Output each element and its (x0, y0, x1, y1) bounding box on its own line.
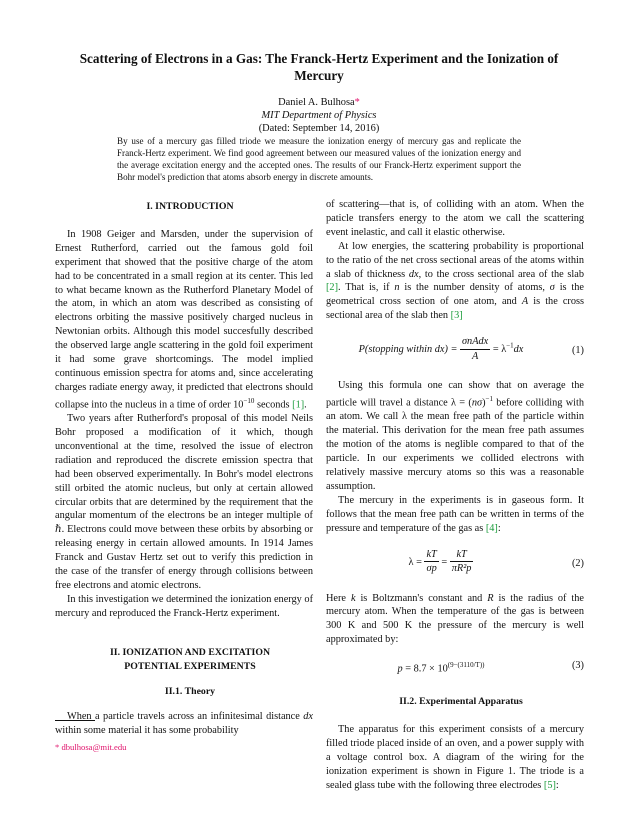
email-link[interactable]: dbulhosa@mit.edu (61, 742, 127, 752)
paragraph: In this investigation we determined the ionization energy of mercury and reproduced the Franck-Hertz experiment. (55, 593, 313, 619)
paper-title: Scattering of Electrons in a Gas: The Franck-Hertz Experiment and the Ionization of Mercury (79, 51, 559, 83)
equation-number: (2) (571, 557, 584, 569)
citation-link[interactable]: [3] (450, 310, 463, 322)
footnote-mark: * (55, 742, 60, 752)
paragraph: Using this formula one can show that on average the particle will travel a distance $\lambda = (n\sigma)^{-1}$ before colliding with an atom. We call λ the mean free path of the particle within the material. This derivation for the mean free path assumes the motion of the atoms is neglible compared to that of the particle. In our experiments we collided electrons with relatively massive mercury atoms so this was a reasonable assumption. (326, 380, 584, 492)
right-column (326, 198, 584, 793)
abstract: By use of a mercury gas filled triode we measure the ionization energy of mercury gas and replicate the Franck-Hertz experiment. We find good agreement between our measured values of the ionization energy and the average excitation energy and the accepted ones. The results of our Franck-Hertz experiment support the Bohr model's prediction that atoms absorb energy in discrete amounts. (117, 136, 521, 182)
equation-3: $p = 8.7 \times 10^{(9-(3110/T))}$ (3) (397, 660, 584, 675)
footnote-rule (55, 720, 95, 721)
citation-link[interactable]: [2] (326, 282, 339, 294)
section-heading-ionization: II. IONIZATION AND EXCITATION (109, 646, 271, 658)
paragraph: When a particle travels across an infinitesimal distance dx within some material it has some probability (55, 711, 313, 737)
paragraph: The apparatus for this experiment consists of a mercury filled triode placed inside of an oven, and a power supply with a voltage control box. A diagram of the wiring for the ionization experiment is shown in Figure 1. The triode is a sealed glass tube with the following three electrodes [5]: (326, 724, 584, 791)
author-footnote-mark[interactable]: * (354, 97, 360, 108)
citation-link[interactable]: [5] (543, 779, 556, 791)
citation-link[interactable]: [4] (485, 522, 498, 534)
section-heading-ionization-line2: POTENTIAL EXPERIMENTS (124, 660, 256, 672)
equation-number: (3) (571, 660, 584, 672)
equation-1: P(stopping within dx) = $\frac{\text{σnAdx}}{A}$ = $\lambda^{-1}dx$ (1) (358, 336, 584, 363)
subsection-heading-apparatus: II.2. Experimental Apparatus (399, 696, 523, 708)
department: MIT Department of Physics (261, 110, 377, 121)
equation-2: λ = $\frac{kT}{\sigma p}$ = $\frac{kT}{\text{πR²p}}$ (2) (408, 548, 584, 575)
paragraph: At low energies, the scattering probability is proportional to the ratio of the net cross sectional areas of the atoms within a slab of thickness dx, to the cross sectional area of the slab [2]. That is, if n is the number density of atoms, σ is the geometrical cross section of one atom, and A is the cross sectional area of the slab then [3] (326, 240, 585, 322)
paragraph: The mercury in the experiments is in gaseous form. It follows that the mean free path can be written in terms of the pressure and temperature of the gas as [4]: (326, 494, 584, 534)
author-name: Daniel A. Bulhosa (278, 97, 355, 108)
paragraph: of scattering—that is, of colliding with an atom. When the paticle transfers energy to the atom we call the scattering event inelastic, and call it elastic otherwise. (326, 199, 584, 238)
paragraph: In 1908 Geiger and Marsden, under the supervision of Ernest Rutherford, carried out the famous gold foil experiment that showed that the positive charge of the atom had to be concentrated in a small region at its center. This led to what became known as the Rutherford Planetary Model of the atom, in which an atom was described as consisting of electrons orbiting the massive positively charged nucleus in Newtonian orbits. Although this model succesfully described the observed large angle scattering in the gold foil experiment it had some grave shortcomings. The model implied continuous emission spectra for atoms and, since accelerating charges radiate energy away, it predicted that electrons should collapse into the nucleus in a time of order $10^{-10}$ seconds [1]. (55, 228, 313, 411)
subsection-heading-theory: II.1. Theory (164, 685, 216, 697)
left-column (55, 200, 313, 738)
equation-number: (1) (571, 345, 584, 357)
author-block (0, 96, 638, 135)
footnote (55, 742, 126, 752)
citation-link[interactable]: [1] (292, 399, 305, 411)
paragraph: Two years after Rutherford's proposal of this model Neils Bohr proposed a modification of it which, though unconventional at the time, resolved the issue of electron radiation and reproduced the discrete emission spectra that had been observed experimentally. In Bohr's model electrons still orbited the atomic nucleus, but only at certain allowed circular orbits that are determined by the requirement that the angular momentum of the electrons be an integer multiple of ℏ. Electrons could move between these orbits by absorbing or releasing energy in certain allowed amounts. In 1914 James Franck and Gustav Hertz set out to verify this prediction in the case of the transfer of energy through collisions between free electrons and atomic electrons. (55, 413, 313, 591)
section-heading-introduction: I. INTRODUCTION (146, 201, 234, 212)
paragraph: Here k is Boltzmann's constant and R is the radius of the mercury atom. When the temperature of the gas is between 300 K and 500 K the pressure of the mercury is well approximated by: (326, 592, 585, 646)
date: (Dated: September 14, 2016) (258, 123, 380, 134)
